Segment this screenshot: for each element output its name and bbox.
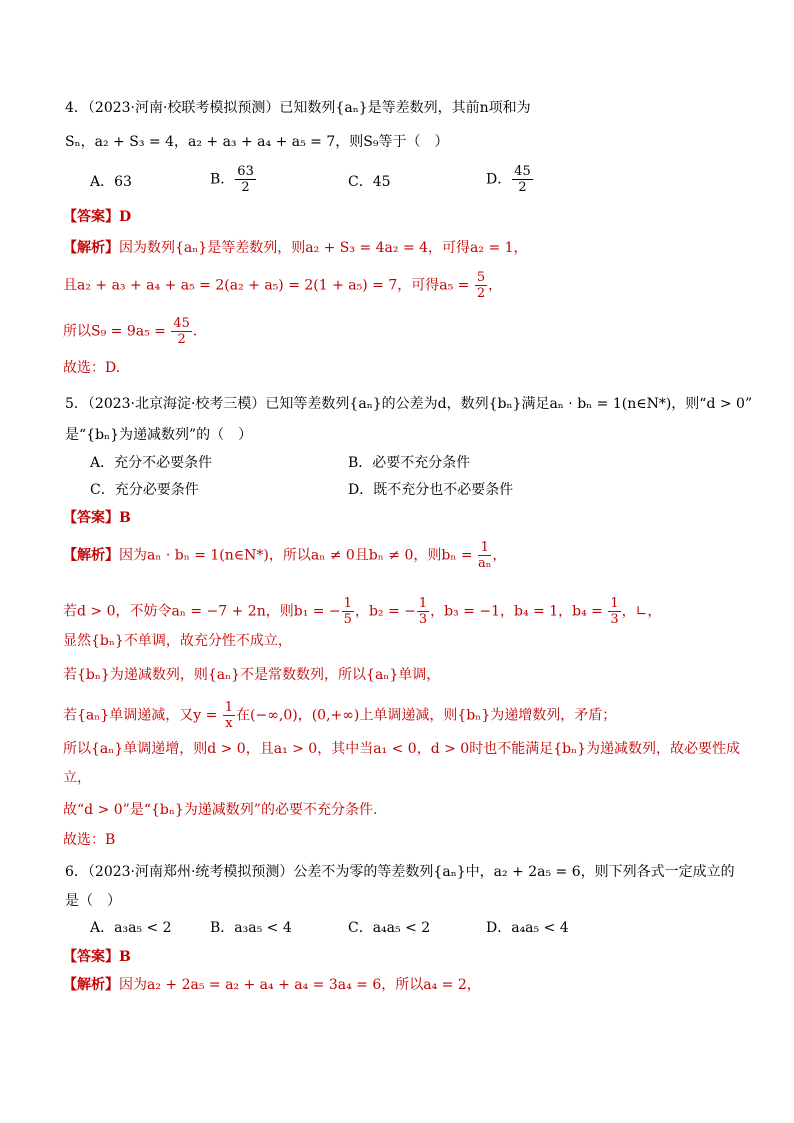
q4-option-d xyxy=(486,164,534,195)
numerator: 1 xyxy=(224,700,234,715)
q5-stem-line1: 5．（2023·北京海淀·校考三模）已知等差数列{aₙ}的公差为d，数列{bₙ}满足aₙ · bₙ = 1(n∈N*)，则“d > 0” xyxy=(65,396,753,412)
numerator: 45 xyxy=(514,164,531,179)
q5-option-b: B．必要不充分条件 xyxy=(348,455,471,471)
q5-explanation-line3: 显然{bₙ}不单调，故充分性不成立， xyxy=(63,633,292,649)
explanation-tag: 【解析】 xyxy=(63,240,119,256)
explanation-tag: 【解析】 xyxy=(63,547,119,564)
q6-explanation-line1 xyxy=(63,977,481,993)
option-value: 63 xyxy=(114,174,132,190)
q5-option-c: C．充分必要条件 xyxy=(90,482,199,498)
q5-option-a: A．充分不必要条件 xyxy=(90,455,213,471)
explanation-text: ， xyxy=(492,547,507,564)
q5-explanation-line1 xyxy=(63,540,506,571)
q4-stem-line1: 4．（2023·河南·校联考模拟预测）已知数列{aₙ}是等差数列，其前n项和为 xyxy=(65,100,531,116)
q6-option-b: B．a₃a₅ < 4 xyxy=(210,920,292,936)
q6-stem-line2: 是（ ） xyxy=(65,893,121,909)
explanation-tag: 【解析】 xyxy=(63,977,119,993)
q5-explanation-line5 xyxy=(63,700,616,731)
numerator: 45 xyxy=(173,316,190,331)
q5-explanation-line8: 故“d > 0”是“{bₙ}为递减数列”的必要不充分条件. xyxy=(63,802,378,818)
q5-explanation-line4: 若{bₙ}为递减数列，则{aₙ}不是常数数列，所以{aₙ}单调， xyxy=(63,667,441,683)
q5-answer: 【答案】B xyxy=(63,510,131,526)
fraction xyxy=(342,596,354,627)
explanation-text: 因为a₂ + 2a₅ = a₂ + a₄ + a₄ = 3a₄ = 6，所以a₄ = 2， xyxy=(119,977,481,993)
numerator: 1 xyxy=(478,540,491,556)
explanation-text: 若{aₙ}单调递减，又y = xyxy=(63,707,222,724)
explanation-text: 所以S₉ = 9a₅ = xyxy=(63,323,171,340)
option-label: D． xyxy=(486,171,512,188)
fraction xyxy=(223,700,235,731)
numerator: 1 xyxy=(418,596,428,611)
explanation-text: 且a₂ + a₃ + a₄ + a₅ = 2(a₂ + a₅) = 2(1 + a₅) = 7，可得a₅ = xyxy=(63,277,474,294)
q6-stem-line1: 6．（2023·河南郑州·统考模拟预测）公差不为零的等差数列{aₙ}中，a₂ + 2a₅ = 6，则下列各式一定成立的 xyxy=(65,864,735,880)
explanation-text: ， xyxy=(488,277,503,294)
denominator: 2 xyxy=(241,180,250,195)
q6-answer: 【答案】B xyxy=(63,949,131,965)
fraction xyxy=(475,270,487,301)
option-label: A． xyxy=(90,174,115,190)
explanation-text: ，b₂ = − xyxy=(354,603,416,620)
q5-option-d: D．既不充分也不必要条件 xyxy=(348,482,514,498)
q4-explanation-line2 xyxy=(63,270,502,301)
q4-stem-line2: Sₙ，a₂ + S₃ = 4，a₂ + a₃ + a₄ + a₅ = 7，则S₉等于（ ） xyxy=(65,134,449,150)
denominator: 2 xyxy=(518,180,527,195)
q5-explanation-line2 xyxy=(63,596,661,627)
fraction xyxy=(171,316,192,347)
fraction xyxy=(608,596,620,627)
explanation-text: ，b₃ = −1，b₄ = 1，b₄ = xyxy=(430,603,608,620)
q4-choose: 故选：D. xyxy=(63,360,121,376)
fraction xyxy=(512,164,533,195)
denominator: x xyxy=(225,716,233,731)
q4-explanation-line3 xyxy=(63,316,197,347)
q4-option-a xyxy=(90,174,132,190)
fraction xyxy=(417,596,429,627)
fraction xyxy=(478,540,491,571)
denominator: aₙ xyxy=(478,556,492,571)
numerator: 1 xyxy=(610,596,619,611)
denominator: 2 xyxy=(177,332,186,347)
numerator: 1 xyxy=(343,596,352,611)
numerator: 63 xyxy=(237,164,254,179)
q6-option-a: A．a₃a₅ < 2 xyxy=(90,920,172,936)
q5-explanation-line6: 所以{aₙ}单调递增，则d > 0，且a₁ > 0，其中当a₁ < 0，d > 0时也不能满足{bₙ}为递减数列，故必要性成 xyxy=(63,741,741,757)
q4-option-b xyxy=(210,164,257,195)
explanation-text: 若d > 0，不妨令aₙ = −7 + 2n，则b₁ = − xyxy=(63,603,341,620)
q5-stem-line2: 是“{bₙ}为递减数列”的（ ） xyxy=(65,427,253,443)
denominator: 3 xyxy=(610,612,619,627)
q4-option-c xyxy=(348,174,391,190)
fraction xyxy=(235,164,256,195)
explanation-text: 在(−∞,0)，(0,+∞)上单调递减，则{bₙ}为递增数列，矛盾； xyxy=(236,707,617,724)
q5-explanation-line7: 立， xyxy=(63,770,91,786)
denominator: 2 xyxy=(476,286,486,301)
option-label: B． xyxy=(210,171,235,188)
explanation-text: . xyxy=(192,323,198,340)
denominator: 5 xyxy=(343,612,352,627)
option-value: 45 xyxy=(372,174,391,190)
q6-option-d: D．a₄a₅ < 4 xyxy=(486,920,569,936)
q4-answer: 【答案】D xyxy=(63,209,132,225)
numerator: 5 xyxy=(476,270,486,285)
option-label: C． xyxy=(348,174,373,190)
explanation-text: 因为aₙ · bₙ = 1(n∈N*)，所以aₙ ≠ 0且bₙ ≠ 0，则bₙ = xyxy=(119,547,478,564)
q4-explanation-line1 xyxy=(63,240,528,256)
denominator: 3 xyxy=(418,612,428,627)
explanation-text: ，∟， xyxy=(621,603,662,620)
explanation-text: 因为数列{aₙ}是等差数列，则a₂ + S₃ = 4a₂ = 4，可得a₂ = 1， xyxy=(119,240,528,256)
q6-option-c: C．a₄a₅ < 2 xyxy=(348,920,431,936)
q5-choose: 故选：B xyxy=(63,832,116,848)
